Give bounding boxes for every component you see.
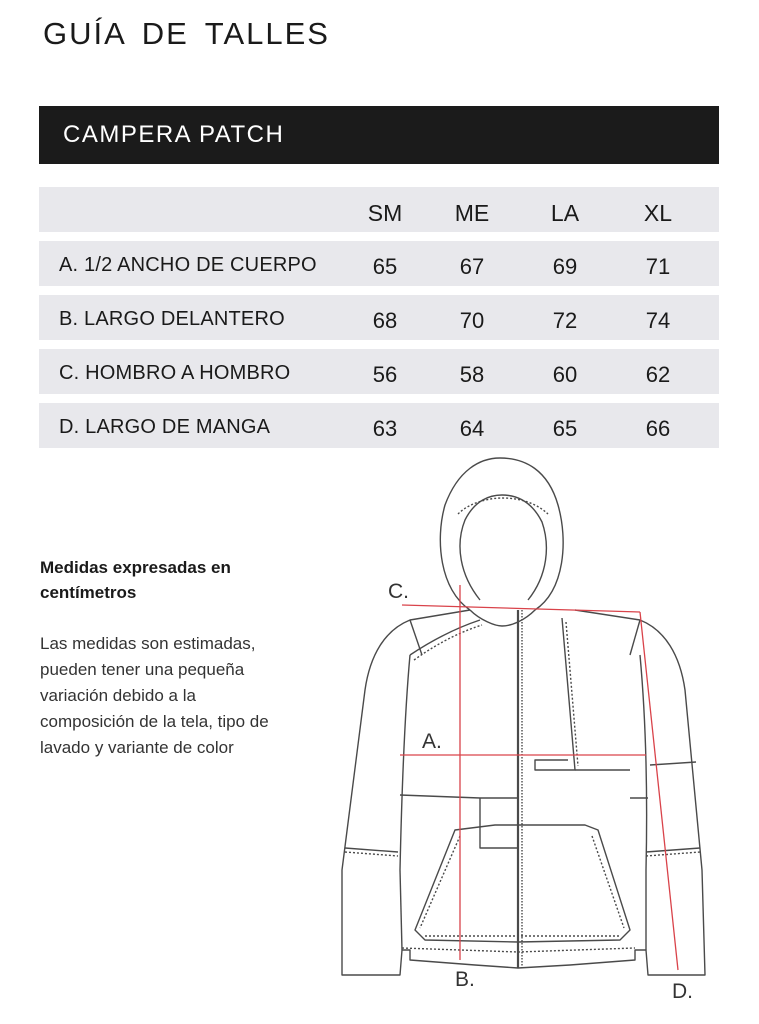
measurement-note-body: Las medidas son estimadas, pueden tener una pequeña variación debido a la composición de la tela, tipo de lavado y variante de color (40, 634, 269, 757)
table-cell: 64 (459, 416, 485, 441)
table-cell: 62 (645, 362, 671, 387)
table-cell: 69 (552, 254, 578, 279)
table-cell: 70 (459, 308, 485, 333)
product-header-bar (39, 106, 719, 164)
table-cell: 72 (552, 308, 578, 333)
column-header-me: ME (454, 200, 490, 226)
column-header-xl: XL (643, 200, 673, 226)
table-cell: 67 (459, 254, 485, 279)
table-cell: 65 (552, 416, 578, 441)
table-cell: 63 (372, 416, 398, 441)
row-label: C. HOMBRO A HOMBRO (59, 362, 291, 384)
measure-label-a: A. (422, 730, 442, 753)
product-name: CAMPERA PATCH (63, 121, 285, 148)
table-cell: 66 (645, 416, 671, 441)
measurement-note-heading: Medidas expresadas en centímetros (40, 558, 231, 602)
page-title: GUÍA DE TALLES (43, 16, 330, 51)
table-row (39, 349, 719, 394)
measure-label-c: C. (388, 580, 409, 603)
column-header-la: LA (550, 200, 580, 226)
table-header-row (39, 187, 719, 232)
row-label: B. LARGO DELANTERO (59, 308, 285, 330)
table-cell: 74 (645, 308, 671, 333)
table-row (39, 241, 719, 286)
measure-label-d: D. (672, 980, 693, 1003)
table-cell: 58 (459, 362, 485, 387)
column-header-sm: SM (367, 200, 403, 226)
row-label: A. 1/2 ANCHO DE CUERPO (59, 254, 317, 276)
table-cell: 56 (372, 362, 398, 387)
table-row (39, 295, 719, 340)
table-cell: 65 (372, 254, 398, 279)
table-cell: 60 (552, 362, 578, 387)
table-row (39, 403, 719, 448)
table-cell: 68 (372, 308, 398, 333)
measure-label-b: B. (455, 968, 475, 991)
table-cell: 71 (645, 254, 671, 279)
row-label: D. LARGO DE MANGA (59, 416, 271, 438)
measure-line-c (402, 605, 640, 612)
jacket-diagram (330, 450, 730, 1010)
